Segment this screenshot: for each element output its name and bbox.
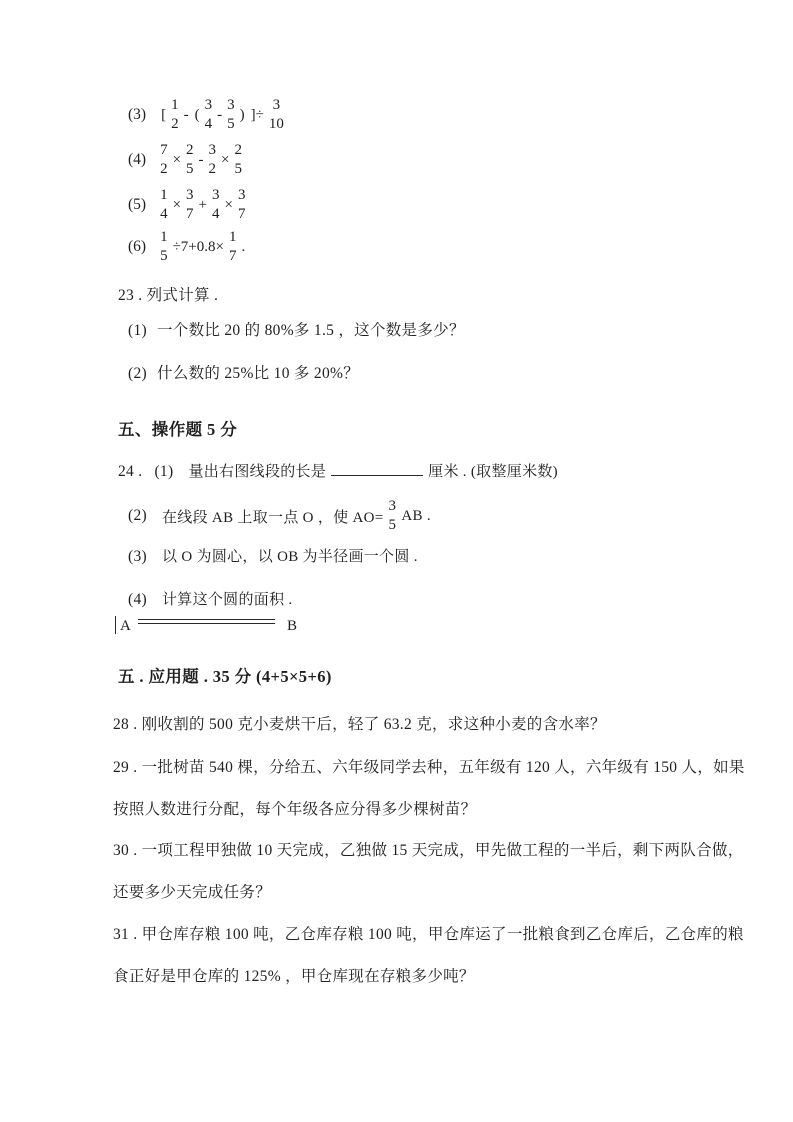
fraction-denominator: 2 (208, 161, 217, 177)
fraction-denominator: 5 (388, 517, 397, 533)
fraction (205, 98, 213, 132)
math-text: × (172, 196, 182, 213)
sub-question-text: 什么数的 25%比 10 多 20%？ (156, 365, 360, 382)
fraction-numerator: 3 (212, 187, 220, 203)
sub-question-label: (1) (154, 463, 174, 480)
fraction (186, 188, 194, 222)
calc-item-6 (128, 227, 248, 267)
math-expression (158, 98, 286, 132)
fraction (209, 143, 217, 177)
calc-item-5 (128, 185, 247, 225)
fraction-denominator: 2 (160, 161, 168, 177)
math-text: × (224, 196, 233, 213)
math-text: 厘米 . (取整厘米数) (428, 464, 558, 480)
fraction-numerator: 3 (388, 498, 397, 514)
fraction (229, 230, 237, 264)
fraction-denominator: 2 (171, 116, 179, 132)
fraction-denominator: 4 (160, 206, 168, 222)
math-expression (158, 143, 244, 177)
problem-30-line-2: 还要多少天完成任务？ (113, 884, 272, 901)
fraction-numerator: 3 (237, 187, 246, 203)
sub-question-label: (2) (128, 507, 147, 524)
math-text: ]÷ (250, 106, 264, 123)
segment-endpoint-tick (115, 616, 116, 634)
fraction-denominator: 5 (160, 248, 168, 264)
fraction (160, 230, 168, 264)
fraction-numerator: 3 (272, 97, 281, 113)
fraction-numerator: 3 (186, 187, 194, 203)
problem-28-line-1: 28 . 刚收割的 500 克小麦烘干后，轻了 63.2 克，求这种小麦的含水率？ (113, 716, 606, 733)
math-text: AB . (401, 507, 431, 524)
math-text: - (217, 106, 223, 123)
fraction (238, 188, 246, 222)
section-header-application: 五 . 应用题 . 35 分 (4+5×5+6) (118, 667, 332, 686)
problem-29-line-1: 29 . 一批树苗 540 棵，分给五、六年级同学去种，五年级有 120 人，六年级有 150 人，如果 (113, 759, 745, 776)
fraction (171, 98, 179, 132)
fraction-numerator: 1 (171, 97, 179, 113)
fraction (186, 143, 194, 177)
fraction-denominator: 7 (186, 206, 194, 222)
calc-item-3 (128, 95, 286, 135)
fraction (160, 143, 168, 177)
fraction-denominator: 7 (228, 248, 237, 264)
sub-question-label: (2) (128, 365, 147, 382)
question-24-sub-4 (128, 588, 296, 609)
math-text: ( (194, 106, 200, 123)
fraction-numerator: 3 (227, 97, 235, 113)
sub-question-text (159, 545, 421, 566)
sub-question-label: (1) (128, 322, 147, 339)
question-24-sub-2 (128, 496, 434, 536)
segment-double-line (138, 619, 275, 624)
section-header-operation: 五、操作题 5 分 (118, 420, 238, 439)
math-text: × (221, 151, 230, 168)
fraction-numerator: 7 (160, 142, 168, 158)
math-text: 量出右图线段的长是 (188, 464, 327, 480)
problem-30-line-1: 30 . 一项工程甲独做 10 天完成，乙独做 15 天完成，甲先做工程的一半后，剩下两队合做， (113, 842, 744, 859)
calc-item-label: (3) (128, 106, 147, 123)
question-23-sub-1 (128, 318, 465, 340)
fraction-numerator: 1 (228, 229, 237, 245)
math-text: × (172, 151, 182, 168)
math-expression (158, 188, 247, 222)
sub-question-text (159, 499, 434, 533)
math-text: [ (161, 106, 167, 123)
endpoint-label-b: B (286, 618, 297, 634)
math-text: ) (239, 106, 245, 123)
math-expression (158, 230, 248, 264)
fraction-denominator: 5 (186, 161, 194, 177)
fraction (389, 499, 397, 533)
problem-31-line-1: 31 . 甲仓库存粮 100 吨，乙仓库存粮 100 吨，甲仓库运了一批粮食到乙仓库后，乙仓库的粮 (113, 926, 744, 943)
question-number: 24 . (118, 463, 143, 480)
fraction-numerator: 2 (234, 142, 243, 158)
math-text: 计算这个圆的面积 . (161, 592, 293, 608)
math-text: - (198, 151, 204, 168)
math-text: 在线段 AB 上取一点 O ，使 AO= (161, 509, 384, 526)
fraction-denominator: 5 (227, 116, 235, 132)
problem-31-line-2: 食正好是甲仓库的 125% ，甲仓库现在存粮多少吨？ (113, 968, 475, 985)
fraction (235, 143, 243, 177)
math-text: . (241, 238, 246, 255)
fraction-denominator: 5 (234, 161, 243, 177)
math-text: - (183, 106, 189, 123)
fraction-numerator: 1 (160, 229, 168, 245)
fraction-numerator: 3 (204, 97, 213, 113)
fraction-denominator: 7 (237, 206, 246, 222)
math-text: ÷7+0.8× (172, 238, 224, 255)
sub-question-text: 一个数比 20 的 80%多 1.5 ，这个数是多少？ (156, 322, 465, 339)
fraction-numerator: 1 (160, 187, 168, 203)
fraction-denominator: 4 (212, 206, 220, 222)
calc-item-4 (128, 140, 244, 180)
fraction (269, 98, 284, 132)
fraction (212, 188, 220, 222)
line-segment-figure (115, 613, 299, 639)
fraction-numerator: 3 (208, 142, 217, 158)
fraction-denominator: 4 (204, 116, 213, 132)
calc-item-label: (6) (128, 238, 147, 255)
question-24-sub-3 (128, 545, 421, 566)
calc-item-label: (5) (128, 196, 147, 213)
question-23-sub-2 (128, 361, 359, 383)
math-text: + (198, 196, 208, 213)
answer-blank (331, 460, 423, 476)
endpoint-label-a: A (120, 618, 131, 634)
fraction (160, 188, 168, 222)
sub-question-label: (4) (128, 591, 147, 608)
question-23-title: 23 . 列式计算 . (118, 287, 219, 304)
math-text: 以 O 为圆心，以 OB 为半径画一个圆 . (161, 549, 418, 565)
problem-29-line-2: 按照人数进行分配，每个年级各应分得多少棵树苗？ (113, 801, 477, 818)
calc-item-label: (4) (128, 151, 147, 168)
fraction-denominator: 10 (268, 116, 284, 132)
fraction-numerator: 2 (186, 142, 194, 158)
sub-question-label: (3) (128, 548, 147, 565)
sub-question-text (185, 460, 561, 481)
fraction (227, 98, 235, 132)
question-24-sub-1 (118, 460, 561, 481)
sub-question-text (159, 588, 296, 609)
